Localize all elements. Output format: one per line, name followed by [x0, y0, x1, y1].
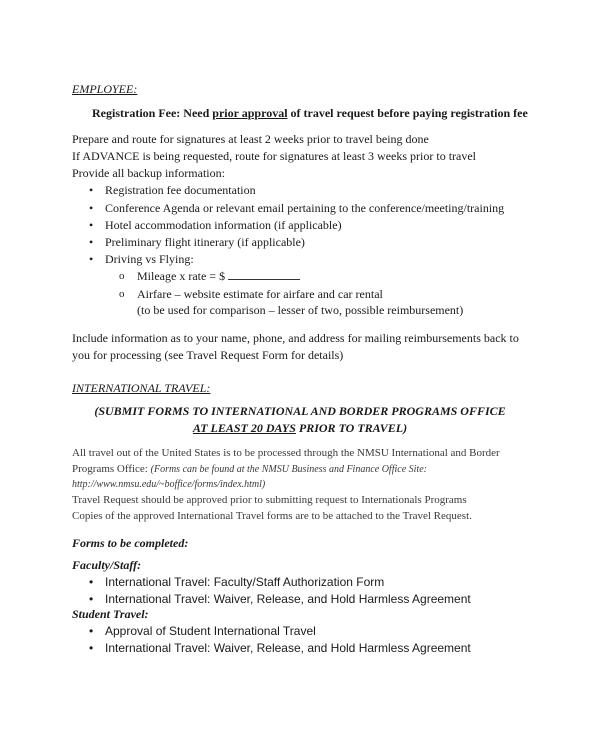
bullet-icon: •: [89, 624, 94, 638]
submit-forms-line-2: [0, 420, 600, 436]
intl-body-line-4: Travel Request should be approved prior to submitting request to Internationals Programs: [72, 494, 467, 506]
advance-line: If ADVANCE is being requested, route for signatures at least 3 weeks prior to travel: [72, 149, 477, 163]
student-heading: Student Travel:: [72, 607, 149, 621]
bullet-icon: •: [89, 252, 94, 266]
circle-bullet-icon: o: [119, 270, 125, 282]
employee-heading: EMPLOYEE:: [72, 82, 138, 96]
bullet-icon: •: [89, 641, 94, 655]
include-info-line-2: you for processing (see Travel Request Form for details): [72, 348, 344, 362]
prepare-route-line: Prepare and route for signatures at least 2 weeks prior to travel being done: [72, 132, 429, 146]
student-form-item: International Travel: Waiver, Release, and Hold Harmless Agreement: [105, 641, 471, 655]
bullet-item-driving: Driving vs Flying:: [105, 252, 194, 266]
reg-fee-suffix: of travel request before paying registration fee: [287, 106, 528, 120]
registration-fee-line: [92, 105, 528, 121]
bullet-item-flight: Preliminary flight itinerary (if applicable): [105, 235, 305, 249]
intl-forms-note: (Forms can be found at the NMSU Business and Finance Office Site:: [150, 464, 427, 475]
bullet-icon: •: [89, 235, 94, 249]
bullet-icon: •: [89, 575, 94, 589]
intl-forms-url: http://www.nmsu.edu/~boffice/forms/index.html): [72, 479, 266, 490]
bullet-icon: •: [89, 218, 94, 232]
intl-office-label: Programs Office:: [72, 463, 151, 475]
intl-body-line-5: Copies of the approved International Travel forms are to be attached to the Travel Request.: [72, 510, 472, 522]
bullet-item-hotel: Hotel accommodation information (if applicable): [105, 218, 342, 232]
reg-fee-underlined: prior approval: [212, 106, 288, 120]
mileage-blank: [228, 269, 300, 280]
include-info-line-1: Include information as to your name, phone, and address for mailing reimbursements back to: [72, 331, 519, 345]
bullet-icon: •: [89, 183, 94, 197]
reg-fee-prefix: Registration Fee: Need: [92, 106, 213, 120]
bullet-item-agenda: Conference Agenda or relevant email pertaining to the conference/meeting/training: [105, 201, 505, 215]
mileage-label: Mileage x rate = $: [137, 269, 226, 283]
submit-days-suffix: PRIOR TO TRAVEL): [295, 421, 408, 435]
sub-item-airfare: Airfare – website estimate for airfare and car rental: [137, 287, 383, 301]
sub-item-mileage: [137, 268, 300, 284]
circle-bullet-icon: o: [119, 288, 125, 300]
backup-info-line: Provide all backup information:: [72, 166, 225, 180]
international-heading: INTERNATIONAL TRAVEL:: [72, 381, 211, 395]
faculty-heading: Faculty/Staff:: [72, 558, 142, 572]
bullet-icon: •: [89, 592, 94, 606]
faculty-form-item: International Travel: Faculty/Staff Authorization Form: [105, 575, 385, 589]
submit-days-underlined: AT LEAST 20 DAYS: [192, 421, 296, 435]
sub-item-airfare-continuation: (to be used for comparison – lesser of two, possible reimbursement): [137, 303, 464, 317]
faculty-form-item: International Travel: Waiver, Release, and Hold Harmless Agreement: [105, 592, 471, 606]
forms-heading: Forms to be completed:: [72, 536, 189, 550]
intl-body-line-2: [72, 461, 427, 478]
intl-body-line-1: All travel out of the United States is to be processed through the NMSU International and Border: [72, 447, 500, 459]
student-form-item: Approval of Student International Travel: [105, 624, 316, 638]
bullet-icon: •: [89, 201, 94, 215]
bullet-item-registration: Registration fee documentation: [105, 183, 256, 197]
submit-forms-line-1: (SUBMIT FORMS TO INTERNATIONAL AND BORDER PROGRAMS OFFICE: [94, 404, 506, 418]
